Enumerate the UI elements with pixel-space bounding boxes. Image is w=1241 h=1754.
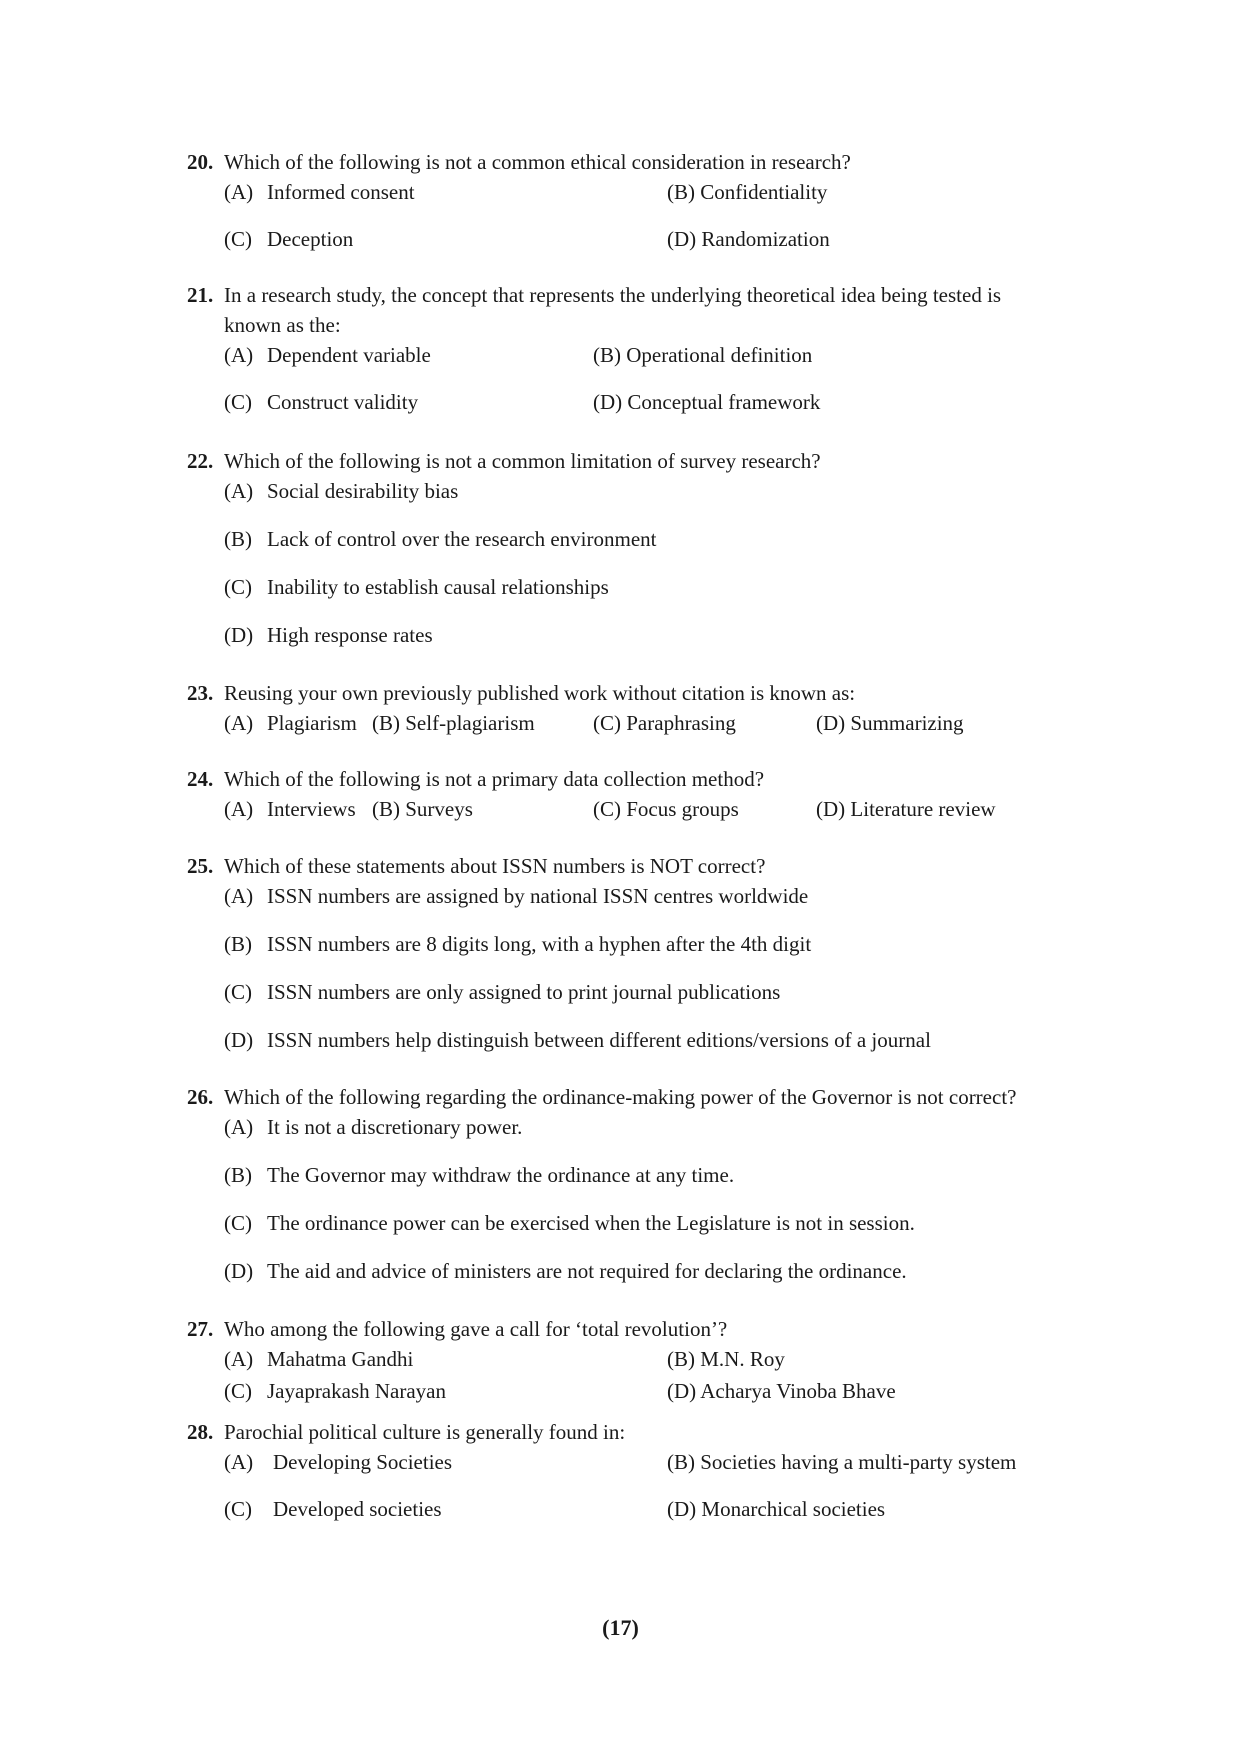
question-number: 22. (187, 449, 214, 473)
options (224, 708, 1107, 738)
option-a: (A) Plagiarism (224, 711, 357, 735)
options (224, 794, 1107, 824)
question-20 (187, 147, 1107, 254)
option-b: (B) Operational definition (593, 343, 813, 367)
question-text: Which of the following regarding the ordinance-making power of the Governor is not correct? (224, 1085, 1017, 1109)
option-c: (C) ISSN numbers are only assigned to print journal publications (224, 980, 781, 1004)
question-text: Who among the following gave a call for ‘total revolution’? (224, 1317, 728, 1341)
question-text: Which of the following is not a common ethical consideration in research? (224, 150, 851, 174)
option-d: (D) Acharya Vinoba Bhave (667, 1379, 896, 1403)
options (224, 1112, 1107, 1286)
question-text: Which of the following is not a primary data collection method? (224, 767, 765, 791)
option-b: (B) ISSN numbers are 8 digits long, with a hyphen after the 4th digit (224, 932, 812, 956)
question-text-line-2: known as the: (224, 313, 341, 337)
question-number: 21. (187, 283, 214, 307)
option-c: (C) Focus groups (593, 797, 739, 821)
question-number: 23. (187, 681, 214, 705)
option-b: (B) Surveys (372, 797, 473, 821)
question-number: 28. (187, 1420, 214, 1444)
option-a: (A) ISSN numbers are assigned by national ISSN centres worldwide (224, 884, 809, 908)
option-a: (A) Informed consent (224, 180, 415, 204)
question-28 (187, 1417, 1107, 1524)
question-text: Which of the following is not a common limitation of survey research? (224, 449, 821, 473)
option-c: (C) Inability to establish causal relationships (224, 575, 609, 599)
option-c: (C) Deception (224, 227, 354, 251)
option-a: (A) Dependent variable (224, 343, 431, 367)
question-text: Parochial political culture is generally found in: (224, 1420, 626, 1444)
option-a: (A) Interviews (224, 797, 356, 821)
option-d: (D) Conceptual framework (593, 390, 821, 414)
options (224, 1447, 1107, 1524)
question-24 (187, 764, 1107, 824)
option-b: (B) M.N. Roy (667, 1347, 785, 1371)
option-d: (D) High response rates (224, 623, 433, 647)
question-27 (187, 1314, 1107, 1406)
option-c: (C) Jayaprakash Narayan (224, 1379, 446, 1403)
question-number: 25. (187, 854, 214, 878)
option-b: (B) The Governor may withdraw the ordinance at any time. (224, 1163, 735, 1187)
question-23 (187, 678, 1107, 738)
question-text-line-1: In a research study, the concept that represents the underlying theoretical idea being tested is (224, 283, 1002, 307)
options (224, 476, 1107, 650)
option-c: (C) Paraphrasing (593, 711, 736, 735)
question-number: 26. (187, 1085, 214, 1109)
question-25 (187, 851, 1107, 1055)
option-a: (A) It is not a discretionary power. (224, 1115, 523, 1139)
option-d: (D) ISSN numbers help distinguish between different editions/versions of a journal (224, 1028, 931, 1052)
option-d: (D) Literature review (816, 797, 996, 821)
option-c: (C) Construct validity (224, 390, 419, 414)
option-a: (A) Social desirability bias (224, 479, 459, 503)
page-number: (17) (602, 1615, 639, 1640)
question-21 (187, 280, 1107, 417)
option-a: (A) Developing Societies (224, 1450, 453, 1474)
option-d: (D) Randomization (667, 227, 830, 251)
question-number: 20. (187, 150, 214, 174)
option-b: (B) Societies having a multi-party system (667, 1450, 1017, 1474)
option-a: (A) Mahatma Gandhi (224, 1347, 414, 1371)
question-22 (187, 446, 1107, 650)
option-d: (D) Monarchical societies (667, 1497, 886, 1521)
question-number: 27. (187, 1317, 214, 1341)
options (224, 1344, 1107, 1406)
options (224, 340, 1107, 417)
option-b: (B) Lack of control over the research environment (224, 527, 657, 551)
question-text: Which of these statements about ISSN numbers is NOT correct? (224, 854, 766, 878)
question-number: 24. (187, 767, 214, 791)
option-d: (D) The aid and advice of ministers are not required for declaring the ordinance. (224, 1259, 907, 1283)
question-text: Reusing your own previously published work without citation is known as: (224, 681, 856, 705)
option-b: (B) Confidentiality (667, 180, 828, 204)
option-d: (D) Summarizing (816, 711, 964, 735)
options (224, 177, 1107, 254)
option-b: (B) Self-plagiarism (372, 711, 535, 735)
option-c: (C) Developed societies (224, 1497, 442, 1521)
question-26 (187, 1082, 1107, 1286)
option-c: (C) The ordinance power can be exercised when the Legislature is not in session. (224, 1211, 915, 1235)
options (224, 881, 1107, 1055)
